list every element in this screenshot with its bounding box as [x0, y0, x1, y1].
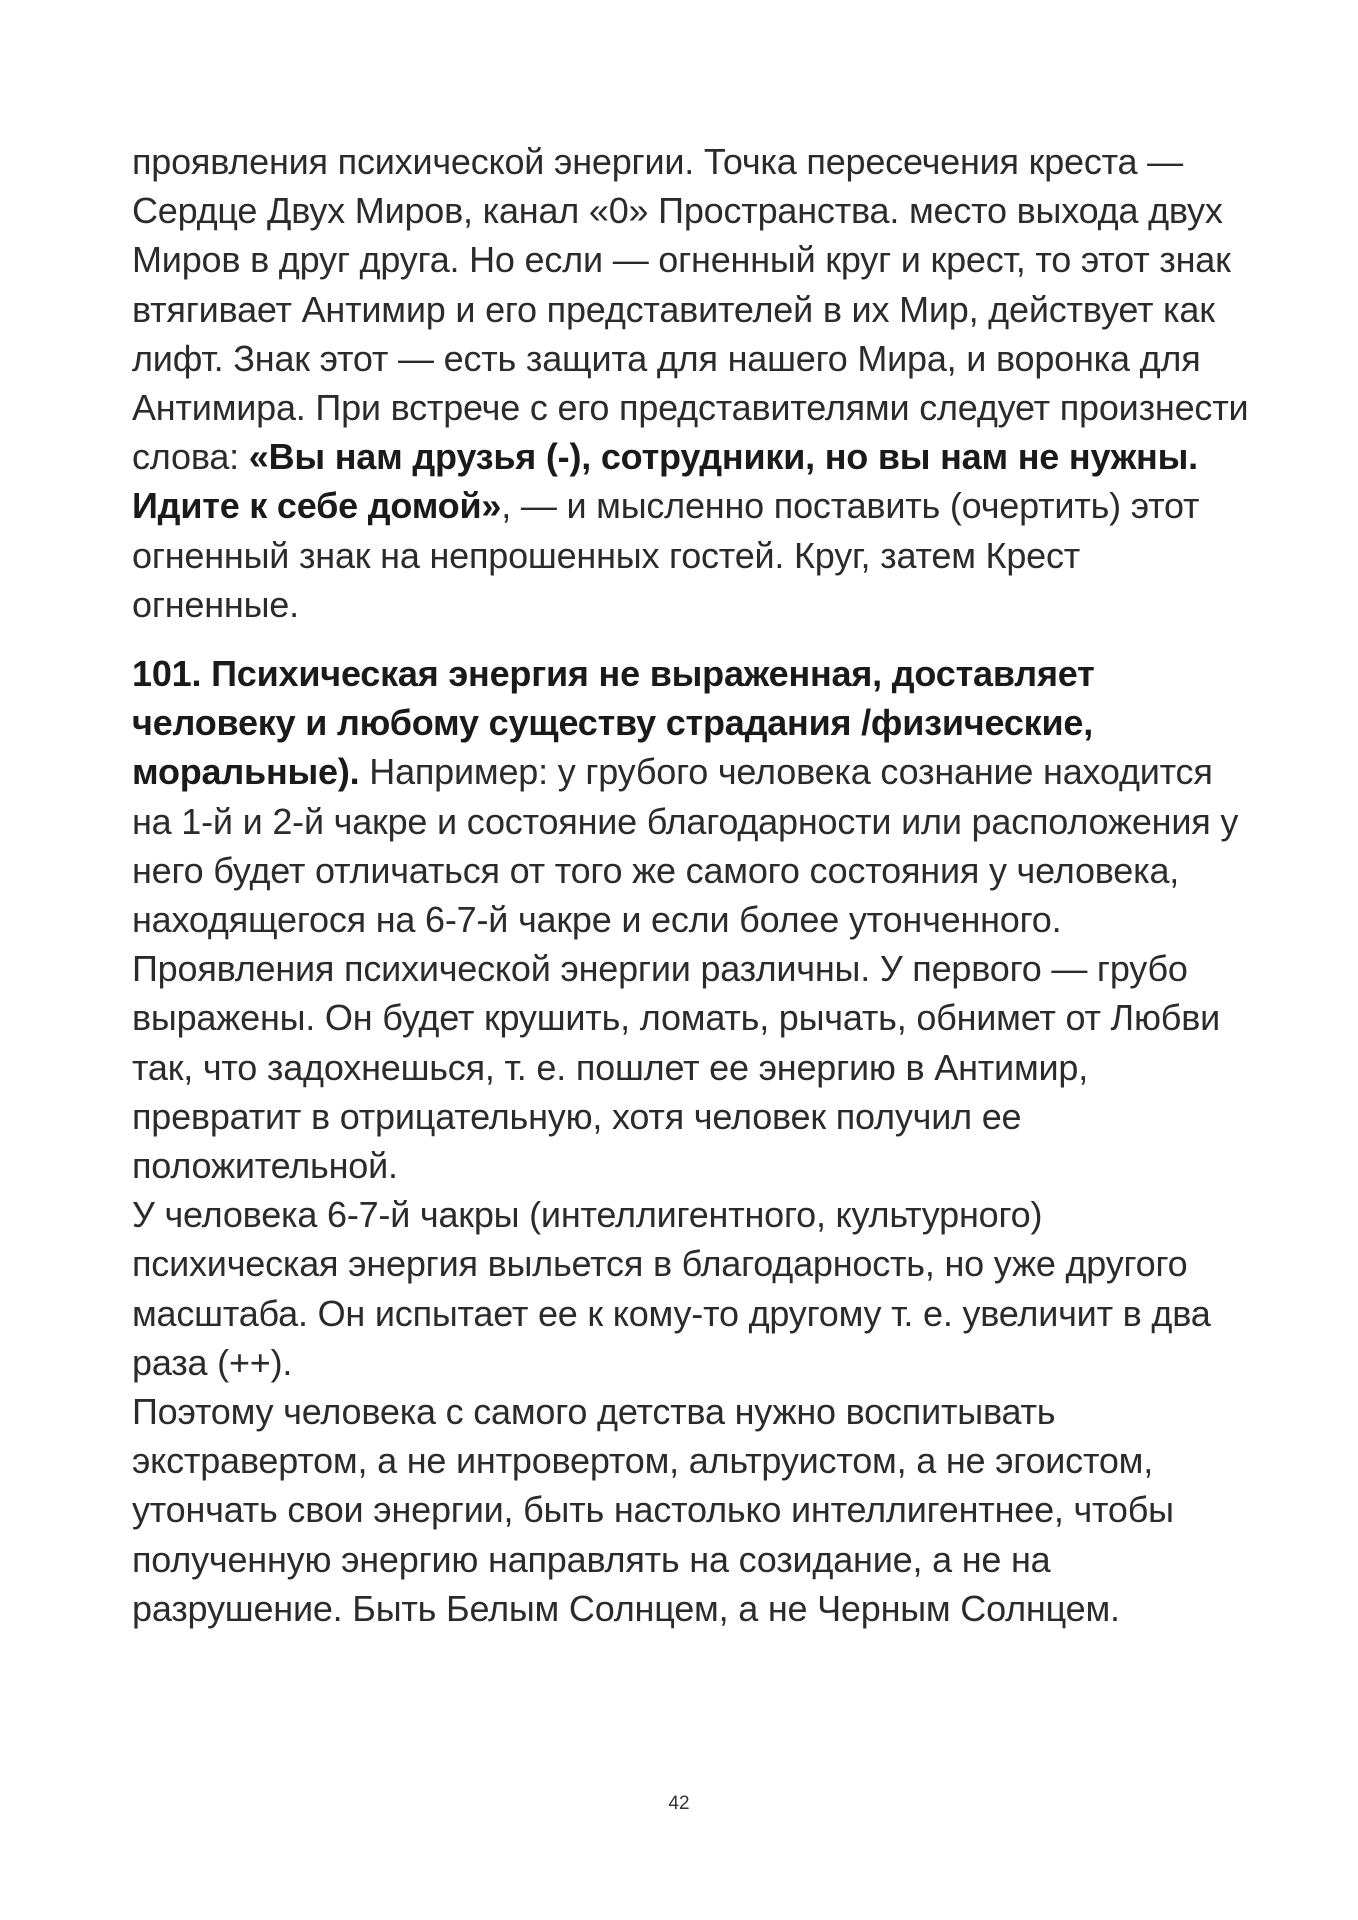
section-heading-101: 101. Психическая энергия не выраженная, доставляет человеку и любому существу страдания /физические, моральные). — [132, 653, 1095, 793]
paragraph-chakra: У человека 6-7-й чакры (интеллигентного, культурного) психическая энергия выльется в благодарность, но уже другого масштаба. Он испытает ее к кому-то другому т. е. увеличит в два раза (++). — [132, 1194, 1211, 1383]
paragraph-gap — [132, 629, 1252, 649]
page-body — [132, 137, 1252, 1633]
paragraph-cross-sign — [132, 137, 1252, 629]
paragraph-text: Например: у грубого человека сознание находится на 1-й и 2-й чакре и состояние благодарности или расположения у него будет отличаться от того же самого состояния у человека, находящегося на 6-7-й чакре и если более утонченного. — [132, 751, 1239, 941]
page-number: 42 — [668, 1793, 690, 1814]
paragraph-manifestations: Проявления психической энергии различны. У первого — грубо выражены. Он будет крушить, ломать, рычать, обнимет от Любви так, что задохнешься, т. е. пошлет ее энергию в Антимир, превратит в отрицательную, хотя человек получил ее положительной. — [132, 948, 1221, 1187]
paragraph-101 — [132, 649, 1252, 944]
paragraph-text: , — и мысленно поставить (очертить) этот огненный знак на непрошенных гостей. Круг, затем Крест огненные. — [132, 485, 1200, 625]
paragraph-upbringing: Поэтому человека с самого детства нужно воспитывать экстравертом, а не интровертом, альтруистом, а не эгоистом, утончать свои энергии, быть настолько интеллигентнее, чтобы полученную энергию направлять на созидание, а не на разрушение. Быть Белым Солнцем, а не Черным Солнцем. — [132, 1391, 1174, 1629]
bold-quote: «Вы нам друзья (-), сотрудники, но вы нам не нужны. Идите к себе домой» — [132, 436, 1198, 527]
paragraph-text: проявления психической энергии. Точка пересечения креста — Сердце Двух Миров, канал «0» Пространства. место выхода двух Миров в друг друга. Но если — огненный круг и крест, то этот знак втягивает Антимир и его представителей в их Мир, действует как лифт. Знак этот — есть защита для нашего Мира, и воронка для Антимира. При встрече с его представителями следует произнести слова: — [132, 141, 1249, 478]
